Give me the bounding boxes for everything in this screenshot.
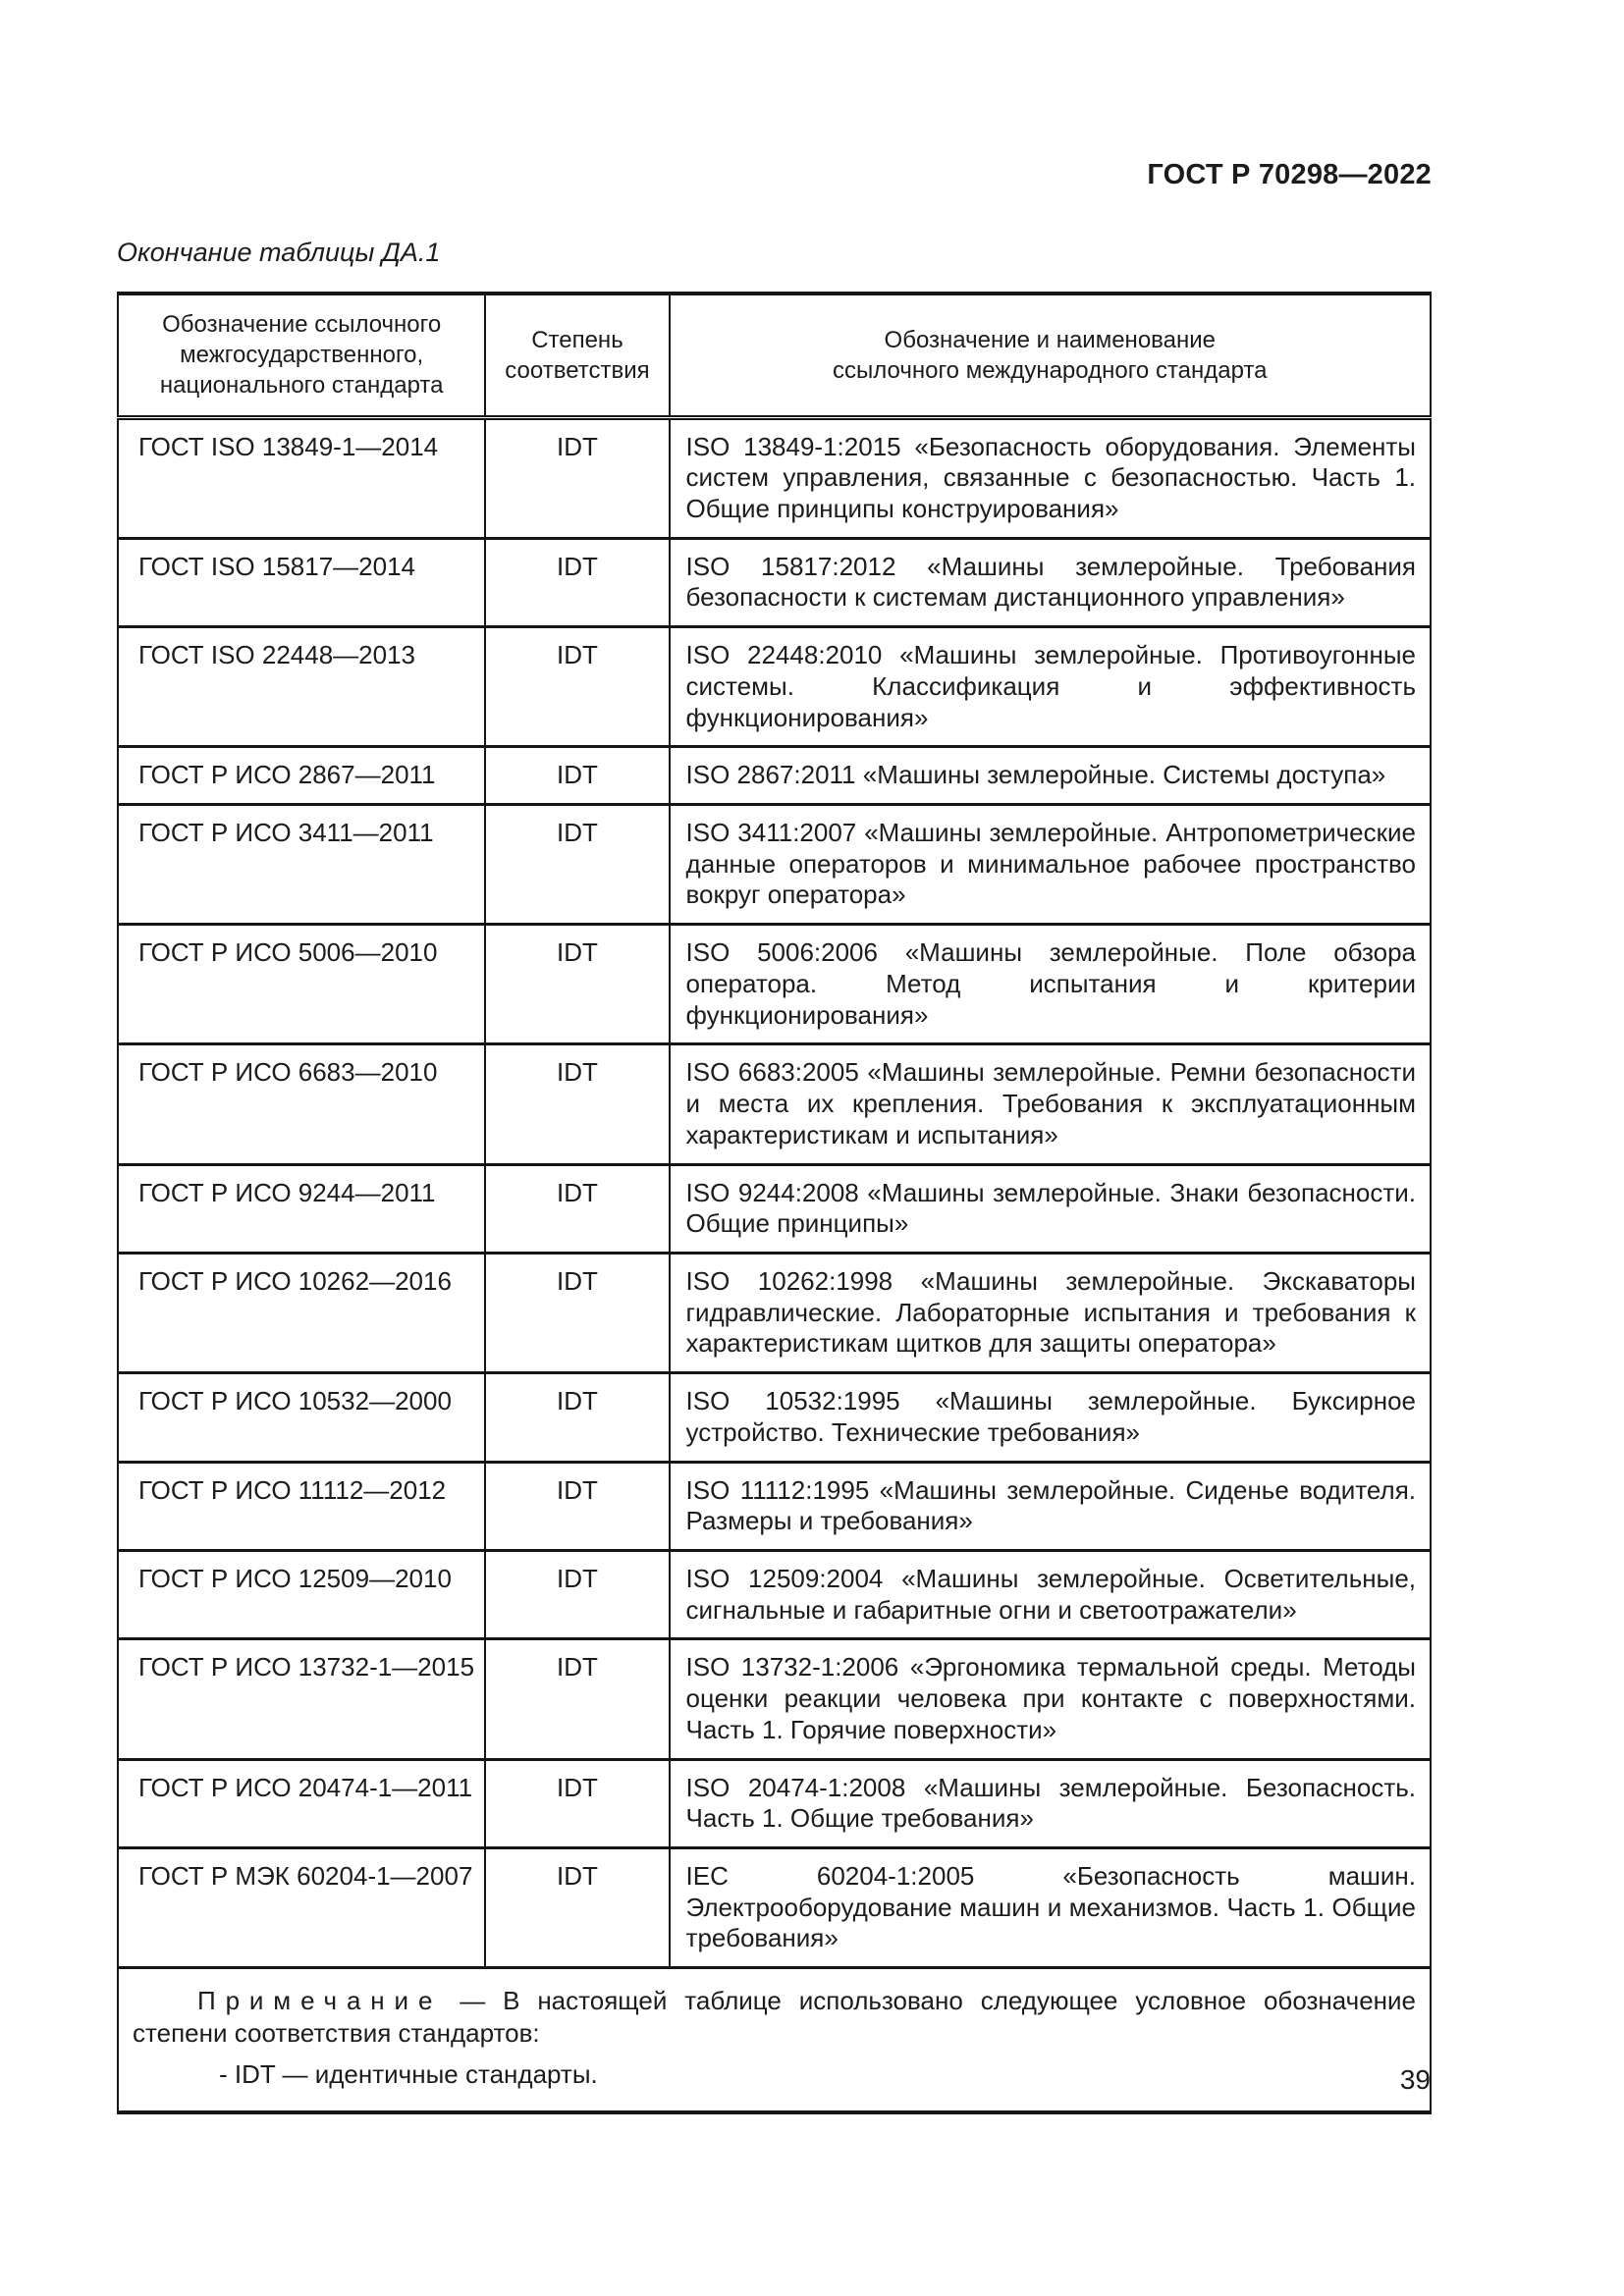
international-standard-cell: IEC 60204-1:2005 «Безопасность машин. Электрооборудование машин и механизмов. Часть 1. Общие требования» <box>670 1848 1431 1968</box>
table-row <box>118 1373 1431 1462</box>
national-standard-cell: ГОСТ Р ИСО 3411—2011 <box>118 805 485 925</box>
international-standard-cell: ISO 13732-1:2006 «Эргономика термальной среды. Методы оценки реакции человека при контакте с поверхностями. Часть 1. Горячие поверхности» <box>670 1639 1431 1759</box>
national-standard-cell: ГОСТ Р ИСО 6683—2010 <box>118 1044 485 1164</box>
national-standard-cell: ГОСТ Р ИСО 10262—2016 <box>118 1253 485 1372</box>
degree-cell: IDT <box>485 1253 669 1372</box>
table-row <box>118 1462 1431 1550</box>
international-standard-cell: ISO 2867:2011 «Машины землеройные. Системы доступа» <box>670 747 1431 805</box>
national-standard-cell: ГОСТ Р ИСО 5006—2010 <box>118 925 485 1044</box>
column-header-degree-label: Степень соответствия <box>505 326 650 384</box>
table-caption: Окончание таблицы ДА.1 <box>117 238 441 267</box>
note-label: Примечание <box>197 1986 443 2016</box>
degree-cell: IDT <box>485 1848 669 1968</box>
international-standard-cell: ISO 13849-1:2015 «Безопасность оборудования. Элементы систем управления, связанные с безопасностью. Часть 1. Общие принципы конструирования» <box>670 417 1431 538</box>
standards-table-body <box>118 417 1431 1968</box>
table-note-section <box>118 1968 1431 2112</box>
national-standard-cell: ГОСТ Р ИСО 2867—2011 <box>118 747 485 805</box>
column-header-national <box>118 294 485 417</box>
table-header <box>118 294 1431 417</box>
degree-cell: IDT <box>485 1373 669 1462</box>
degree-cell: IDT <box>485 925 669 1044</box>
degree-cell: IDT <box>485 1639 669 1759</box>
note-cell <box>118 1968 1431 2112</box>
column-header-degree <box>485 294 669 417</box>
column-header-national-label: Обозначение ссылочного межгосударственного, национального стандарта <box>159 311 444 400</box>
national-standard-cell: ГОСТ Р ИСО 11112—2012 <box>118 1462 485 1550</box>
table-row <box>118 538 1431 626</box>
page-number: 39 <box>1399 2064 1431 2095</box>
degree-cell: IDT <box>485 1550 669 1638</box>
table-header-row <box>118 294 1431 417</box>
international-standard-cell: ISO 15817:2012 «Машины землеройные. Требования безопасности к системам дистанционного управления» <box>670 538 1431 626</box>
table-row <box>118 1759 1431 1847</box>
national-standard-cell: ГОСТ Р ИСО 12509—2010 <box>118 1550 485 1638</box>
table-note <box>133 1985 1416 2049</box>
international-standard-cell: ISO 10532:1995 «Машины землеройные. Буксирное устройство. Технические требования» <box>670 1373 1431 1462</box>
note-item: - IDT — идентичные стандарты. <box>219 2059 598 2090</box>
international-standard-cell: ISO 6683:2005 «Машины землеройные. Ремни безопасности и места их крепления. Требования к эксплуатационным характеристикам и испытания» <box>670 1044 1431 1164</box>
degree-cell: IDT <box>485 1462 669 1550</box>
table-row <box>118 627 1431 747</box>
national-standard-cell: ГОСТ Р ИСО 13732-1—2015 <box>118 1639 485 1759</box>
national-standard-cell: ГОСТ Р МЭК 60204-1—2007 <box>118 1848 485 1968</box>
national-standard-cell: ГОСТ ISO 15817—2014 <box>118 538 485 626</box>
international-standard-cell: ISO 3411:2007 «Машины землеройные. Антропометрические данные операторов и минимальное рабочее пространство вокруг оператора» <box>670 805 1431 925</box>
degree-cell: IDT <box>485 1759 669 1847</box>
note-row <box>118 1968 1431 2112</box>
page-content <box>117 0 1432 2114</box>
international-standard-cell: ISO 5006:2006 «Машины землеройные. Поле обзора оператора. Метод испытания и критерии функционирования» <box>670 925 1431 1044</box>
table-row <box>118 805 1431 925</box>
table-row <box>118 1253 1431 1372</box>
table-row <box>118 747 1431 805</box>
table-row <box>118 1044 1431 1164</box>
table-row <box>118 1848 1431 1968</box>
international-standard-cell: ISO 11112:1995 «Машины землеройные. Сиденье водителя. Размеры и требования» <box>670 1462 1431 1550</box>
table-row <box>118 417 1431 538</box>
degree-cell: IDT <box>485 1044 669 1164</box>
national-standard-cell: ГОСТ Р ИСО 10532—2000 <box>118 1373 485 1462</box>
table-row <box>118 1164 1431 1253</box>
column-header-international <box>670 294 1431 417</box>
international-standard-cell: ISO 20474-1:2008 «Машины землеройные. Безопасность. Часть 1. Общие требования» <box>670 1759 1431 1847</box>
degree-cell: IDT <box>485 627 669 747</box>
degree-cell: IDT <box>485 747 669 805</box>
national-standard-cell: ГОСТ Р ИСО 9244—2011 <box>118 1164 485 1253</box>
document-code: ГОСТ Р 70298—2022 <box>1147 159 1432 190</box>
degree-cell: IDT <box>485 417 669 538</box>
note-text: — В настоящей таблице использовано следующее условное обозначение степени соответствия стандартов: <box>133 1986 1416 2048</box>
degree-cell: IDT <box>485 538 669 626</box>
column-header-international-label: Обозначение и наименование ссылочного международного стандарта <box>833 326 1268 384</box>
international-standard-cell: ISO 12509:2004 «Машины землеройные. Осветительные, сигнальные и габаритные огни и светоотражатели» <box>670 1550 1431 1638</box>
table-row <box>118 1639 1431 1759</box>
international-standard-cell: ISO 9244:2008 «Машины землеройные. Знаки безопасности. Общие принципы» <box>670 1164 1431 1253</box>
national-standard-cell: ГОСТ ISO 13849-1—2014 <box>118 417 485 538</box>
table-row <box>118 925 1431 1044</box>
national-standard-cell: ГОСТ Р ИСО 20474-1—2011 <box>118 1759 485 1847</box>
international-standard-cell: ISO 22448:2010 «Машины землеройные. Противоугонные системы. Классификация и эффективность функционирования» <box>670 627 1431 747</box>
international-standard-cell: ISO 10262:1998 «Машины землеройные. Экскаваторы гидравлические. Лабораторные испытания и требования к характеристикам щитков для защиты оператора» <box>670 1253 1431 1372</box>
table-row <box>118 1550 1431 1638</box>
degree-cell: IDT <box>485 1164 669 1253</box>
national-standard-cell: ГОСТ ISO 22448—2013 <box>118 627 485 747</box>
degree-cell: IDT <box>485 805 669 925</box>
standards-table <box>117 292 1432 2114</box>
